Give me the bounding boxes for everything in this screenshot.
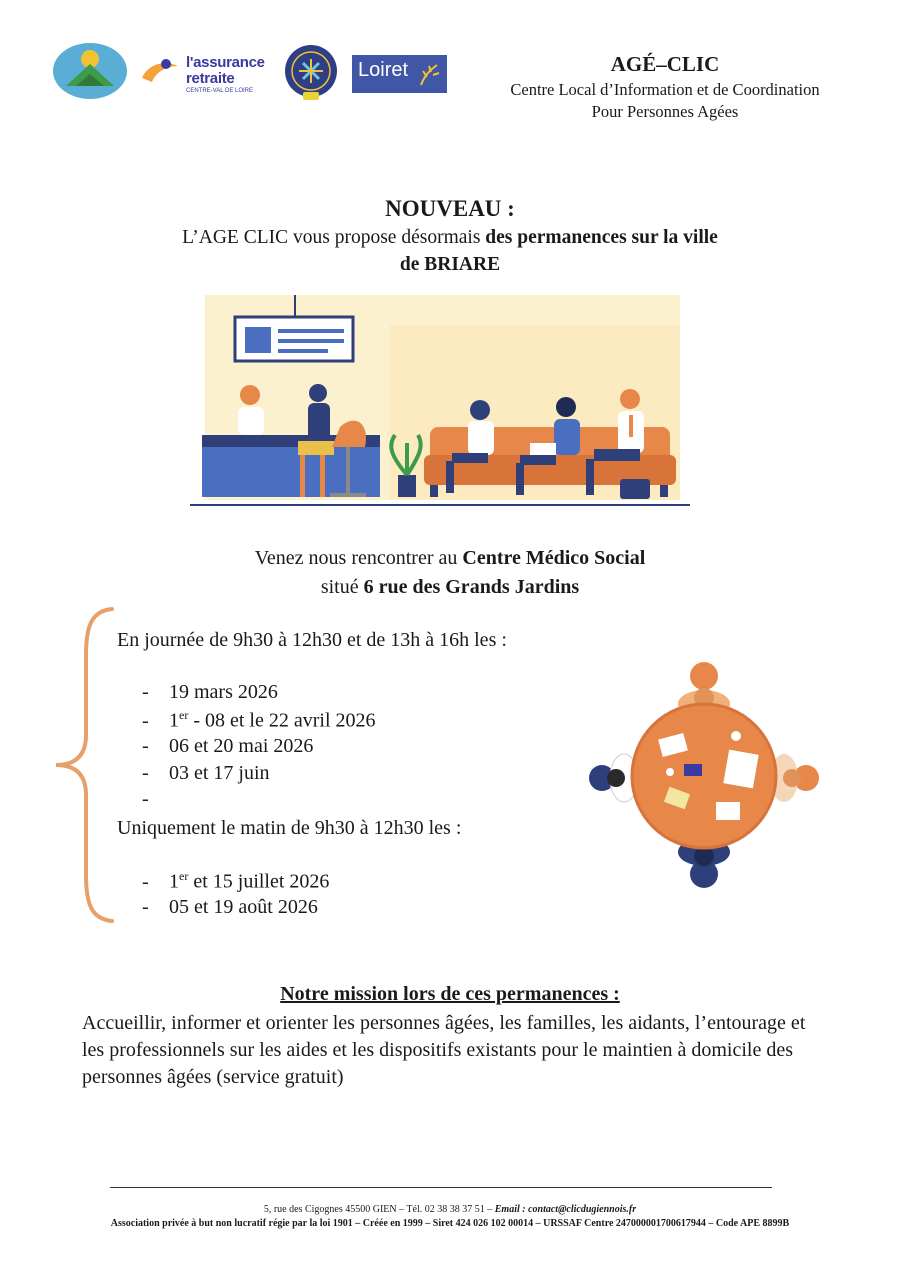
wheat-icon <box>417 61 441 87</box>
location-line1 <box>0 547 900 570</box>
date-sup: er <box>179 869 189 883</box>
footer-address: 5, rue des Cigognes 45500 GIEN – Tél. 02 38 38 37 51 – <box>263 1204 495 1215</box>
assurance-swoosh-icon <box>138 56 184 86</box>
meeting-table-illustration <box>588 660 820 890</box>
dash: - <box>142 896 149 918</box>
date-sup: er <box>179 708 189 722</box>
org-title: AGÉ–CLIC <box>610 52 720 76</box>
department-seal-logo <box>283 44 339 102</box>
waiting-room-illustration <box>190 295 690 507</box>
footer-legal: Association privée à but non lucratif régie par la loi 1901 – Créée en 1999 – Siret 424 026 102 00014 – URSSAF Centre 247000001700617944 – Code APE 8899B <box>110 1218 790 1229</box>
location-line1-normal: Venez nous rencontrer au <box>254 547 463 569</box>
date-text: 06 et 20 mai 2026 <box>169 735 314 757</box>
date-text: 03 et 17 juin <box>169 762 270 784</box>
announcement-line1-normal: L’AGE CLIC vous propose désormais <box>182 227 486 248</box>
clic-logo <box>52 42 128 100</box>
loiret-logo-text: Loiret <box>358 59 409 81</box>
announcement-line1 <box>0 227 900 249</box>
dash: - <box>142 788 149 810</box>
location-line2-normal: situé <box>320 576 364 598</box>
assurance-line2: retraite <box>186 70 235 87</box>
fullday-date-item <box>142 681 278 704</box>
loiret-logo <box>352 55 447 93</box>
assurance-retraite-logo <box>138 52 268 98</box>
announcement-line2: de BRIARE <box>399 254 501 275</box>
morning-date-item <box>142 869 329 894</box>
footer-divider <box>110 1187 772 1188</box>
date-text: 1 <box>169 709 179 732</box>
dash: - <box>142 762 149 784</box>
footer-email: Email : contact@clicdugiennois.fr <box>494 1204 637 1215</box>
dash: - <box>142 735 149 757</box>
location-address: 6 rue des Grands Jardins <box>363 576 580 598</box>
fullday-date-item <box>142 735 313 758</box>
assurance-region: CENTRE-VAL DE LOIRE <box>186 88 254 94</box>
dash: - <box>142 870 149 893</box>
location-name: Centre Médico Social <box>462 547 646 569</box>
morning-intro: Uniquement le matin de 9h30 à 12h30 les : <box>117 817 462 839</box>
dash: - <box>142 681 149 703</box>
announcement-heading: NOUVEAU : <box>385 196 515 221</box>
announcement-line1-bold: des permanences sur la ville <box>485 227 718 248</box>
fullday-date-item <box>142 788 169 811</box>
morning-date-item <box>142 896 318 919</box>
curly-brace-decoration <box>52 605 122 925</box>
mission-text: Accueillir, informer et orienter les personnes âgées, les familles, les aidants, l’entourage et les professionnels sur les aides et les dispositifs existants pour le maintien à domicile des personnes âgées (service gratuit) <box>82 1012 806 1088</box>
date-text: 19 mars 2026 <box>169 681 278 703</box>
org-subtitle-1: Centre Local d’Information et de Coordination <box>510 80 820 99</box>
date-text: 1 <box>169 870 179 893</box>
dash: - <box>142 709 149 732</box>
date-text-post: et 15 juillet 2026 <box>188 870 330 893</box>
date-text: 05 et 19 août 2026 <box>169 896 318 918</box>
fullday-date-item <box>142 762 270 785</box>
location-line2 <box>0 576 900 599</box>
fullday-date-item <box>142 708 376 733</box>
date-text-post: - 08 et le 22 avril 2026 <box>188 709 376 732</box>
mission-title: Notre mission lors de ces permanences : <box>280 983 620 1005</box>
footer-contact <box>0 1204 900 1215</box>
org-subtitle-2: Pour Personnes Agées <box>591 102 739 121</box>
fullday-intro: En journée de 9h30 à 12h30 et de 13h à 16h les : <box>117 629 507 651</box>
assurance-line1: l'assurance <box>186 54 265 71</box>
